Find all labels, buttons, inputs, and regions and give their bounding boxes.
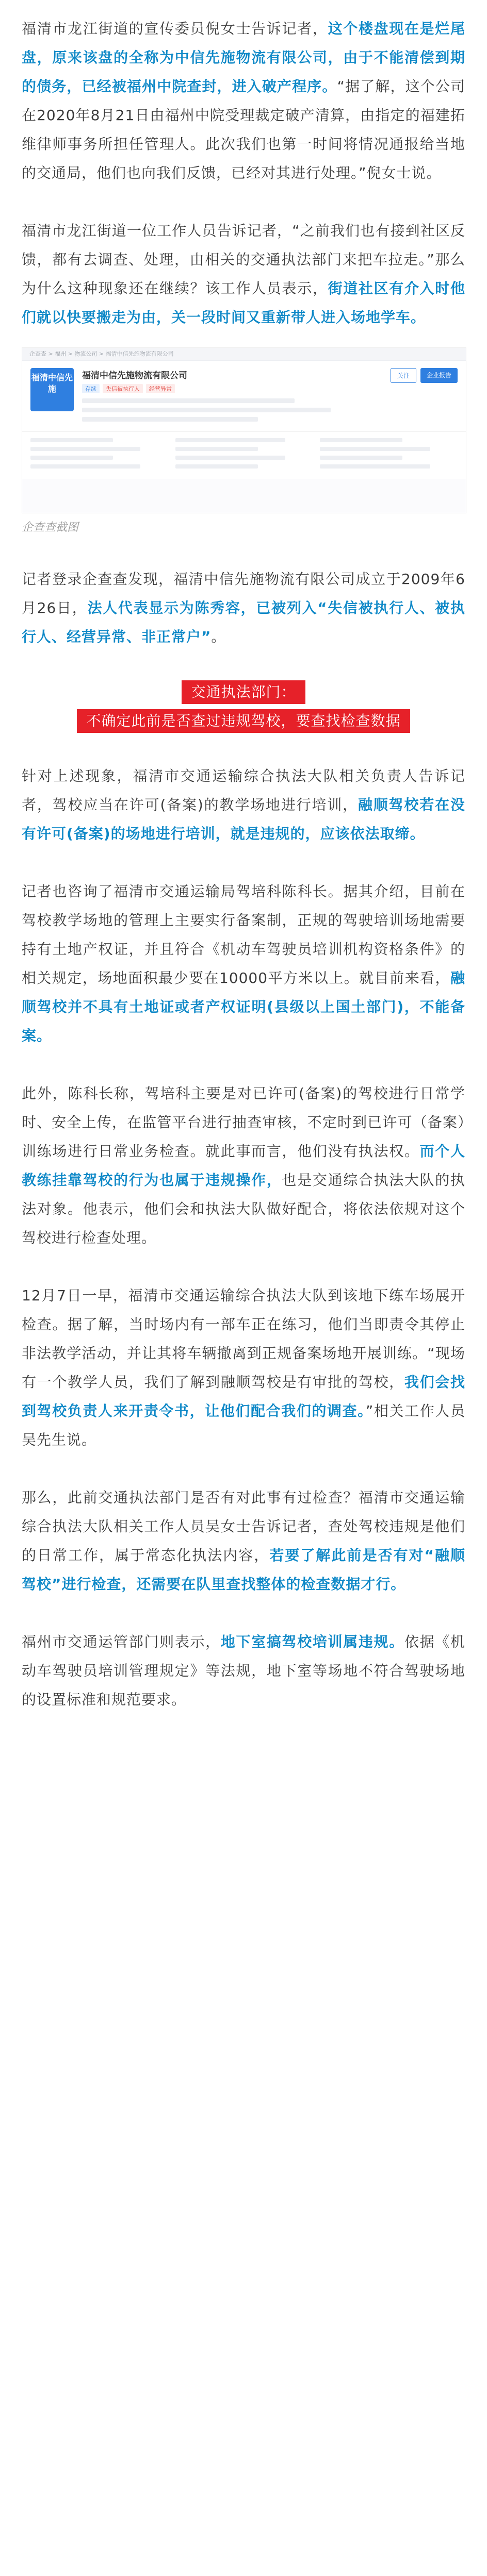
- status-badge: 失信被执行人: [103, 384, 143, 393]
- paragraph-9: [22, 1628, 465, 1714]
- paragraph-5: [22, 877, 465, 1050]
- paragraph-text: 12月7日一早，福清市交通运输综合执法大队到该地下练车场展开检查。据了解，当时场内有一部车正在练习，他们当即责令其停止非法教学活动，并让其将车辆撤离到正规备案场地开展训练。“现场有一个教学人员，我们了解到融顺驾校是有审批的驾校，: [22, 1287, 465, 1391]
- paragraph-text: 依据《机动车驾驶员培训管理规定》等法规，地下室等场地不符合驾驶场地的设置标准和规范要求。: [22, 1633, 465, 1708]
- paragraph-7: [22, 1281, 465, 1454]
- paragraph-text: 。: [211, 628, 226, 645]
- paragraph-text: 福清市龙江街道的宣传委员倪女士告诉记者，: [22, 20, 328, 37]
- paragraph-3: [22, 565, 465, 651]
- status-badge: 存续: [82, 384, 100, 393]
- follow-button[interactable]: 关注: [391, 368, 416, 383]
- highlight-text: 法人代表显示为陈秀容，已被列入“失信被执行人、被执行人、经营异常、非正常户”: [22, 599, 465, 645]
- highlight-text: 融顺驾校若在没有许可(备案)的场地进行培训，就是违规的，应该依法取缔。: [22, 796, 465, 842]
- section-heading: [22, 680, 465, 733]
- company-screenshot: [22, 347, 466, 513]
- report-button[interactable]: 企业报告: [420, 368, 458, 383]
- paragraph-1: [22, 14, 465, 188]
- paragraph-text: 记者也咨询了福清市交通运输局驾培科陈科长。据其介绍，目前在驾校教学场地的管理上主要实行备案制，正规的驾驶培训场地需要持有土地产权证，并且符合《机动车驾驶员培训机构资格条件》的相关规定，场地面积最少要在10000平方米以上。就目前来看，: [22, 883, 465, 986]
- paragraph-text: 福清市龙江街道一位工作人员告诉记者，“之前我们也有接到社区反馈，都有去调查、处理，由相关的交通执法部门来把车拉走。”那么为什么这种现象还在继续？该工作人员表示，: [22, 222, 465, 297]
- highlight-text: 街道社区有介入时他们就以快要搬走为由，关一段时间又重新带人进入场地学车。: [22, 280, 465, 326]
- status-badge: 经营异常: [146, 384, 175, 393]
- paragraph-text: ”相关工作人员吴先生说。: [22, 1402, 465, 1448]
- paragraph-text: “据了解，这个公司在2020年8月21日由福州中院受理裁定破产清算，由指定的福建拓维律师事务所担任管理人。此次我们也第一时间将情况通报给当地的交通局，他们也向我们反馈，已经对其进行处理。”倪女士说。: [22, 78, 465, 181]
- company-name: 福清中信先施物流有限公司: [82, 371, 187, 381]
- highlight-text: 若要了解此前是否有对“融顺驾校”进行检查，还需要在队里查找整体的检查数据才行。: [22, 1547, 465, 1593]
- section-subtitle: 不确定此前是否查过违规驾校，要查找检查数据: [77, 709, 410, 733]
- highlight-text: 融顺驾校并不具有土地证或者产权证明(县级以上国土部门)，不能备案。: [22, 969, 465, 1044]
- paragraph-text: 此外，陈科长称，驾培科主要是对已许可(备案)的驾校进行日常学时、安全上传，在监管平台进行抽查审核，不定时到已许可（备案）训练场进行日常业务检查。就此事而言，他们没有执法权。: [22, 1085, 465, 1160]
- paragraph-4: [22, 762, 465, 848]
- highlight-text: 地下室搞驾校培训属违规。: [220, 1633, 404, 1650]
- company-logo: 福清中信先施: [30, 368, 74, 411]
- figure-caption: 企查查截图: [22, 521, 79, 534]
- screenshot-breadcrumb: 企查查 > 福州 > 物流公司 > 福清中信先施物流有限公司: [22, 348, 466, 361]
- paragraph-text: 福州市交通运管部门则表示，: [22, 1633, 221, 1650]
- highlight-text: 我们会找到驾校负责人来开责令书，让他们配合我们的调查。: [22, 1374, 465, 1419]
- paragraph-text: 那么，此前交通执法部门是否有对此事有过检查？福清市交通运输综合执法大队相关工作人员吴女士告诉记者，查处驾校违规是他们的日常工作，属于常态化执法内容，: [22, 1489, 465, 1564]
- highlight-text: 而个人教练挂靠驾校的行为也属于违规操作，: [22, 1143, 465, 1189]
- paragraph-8: [22, 1483, 465, 1599]
- paragraph-6: [22, 1079, 465, 1252]
- paragraph-text: 也是交通综合执法大队的执法对象。他表示，他们会和执法大队做好配合，将依法依规对这个驾校进行检查处理。: [22, 1172, 465, 1246]
- paragraph-text: 记者登录企查查发现，福清中信先施物流有限公司成立于2009年6月26日，: [22, 571, 465, 616]
- paragraph-text: 针对上述现象，福清市交通运输综合执法大队相关负责人告诉记者，驾校应当在许可(备案)的教学场地进行培训，: [22, 767, 465, 813]
- highlight-text: 这个楼盘现在是烂尾盘，原来该盘的全称为中信先施物流有限公司，由于不能清偿到期的债务，已经被福州中院查封，进入破产程序。: [22, 20, 465, 95]
- paragraph-2: [22, 216, 465, 332]
- section-title: 交通执法部门：: [182, 680, 305, 704]
